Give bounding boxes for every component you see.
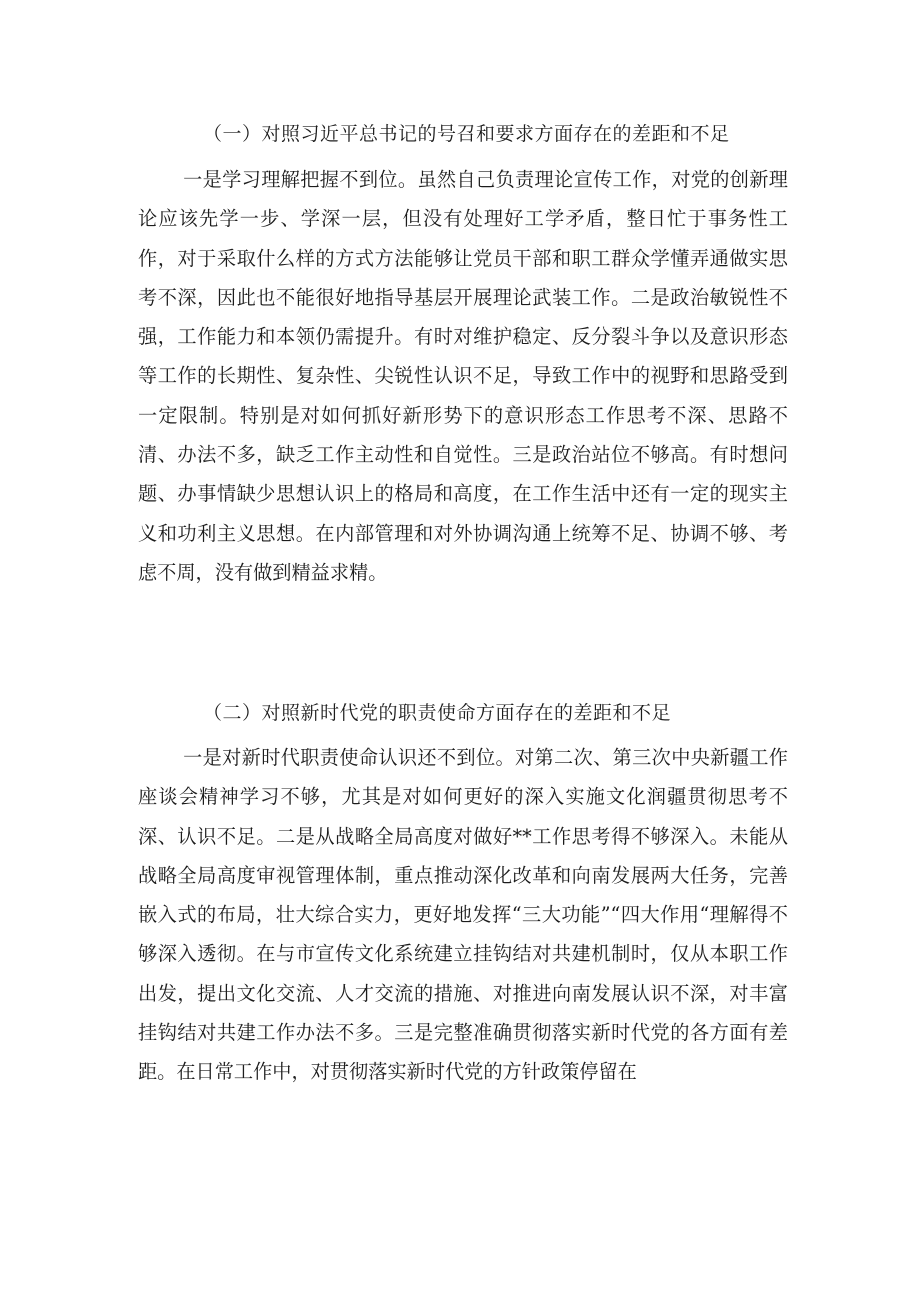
section-heading-2: （二）对照新时代党的职责使命方面存在的差距和不足 <box>203 702 672 724</box>
section-paragraph-2: 一是对新时代职责使命认识还不到位。对第二次、第三次中央新疆工作座谈会精神学习不够，尤其是对如何更好的深入实施文化润疆贯彻思考不深、认识不足。二是从战略全局高度对做好**工作思考得不够深入。未能从战略全局高度审视管理体制，重点推动深化改革和向南发展两大任务，完善嵌入式的布局，壮大综合实力，更好地发挥“三大功能”“四大作用“理解得不够深入透彻。在与市宣传文化系统建立挂钩结对共建机制时，仅从本职工作出发，提出文化交流、人才交流的措施、对推进向南发展认识不深，对丰富挂钩结对共建工作办法不多。三是完整准确贯彻落实新时代党的各方面有差距。在日常工作中，对贯彻落实新时代党的方针政策停留在 <box>138 746 788 1084</box>
section-heading-1: （一）对照习近平总书记的号召和要求方面存在的差距和不足 <box>203 123 730 145</box>
section-paragraph-1: 一是学习理解把握不到位。虽然自己负责理论宣传工作，对党的创新理论应该先学一步、学深一层，但没有处理好工学矛盾，整日忙于事务性工作，对于采取什么样的方式方法能够让党员干部和职工群众学懂弄通做实思考不深，因此也不能很好地指导基层开展理论武装工作。二是政治敏锐性不强，工作能力和本领仍需提升。有时对维护稳定、反分裂斗争以及意识形态等工作的长期性、复杂性、尖锐性认识不足，导致工作中的视野和思路受到一定限制。特别是对如何抓好新形势下的意识形态工作思考不深、思路不清、办法不多，缺乏工作主动性和自觉性。三是政治站位不够高。有时想问题、办事情缺少思想认识上的格局和高度，在工作生活中还有一定的现实主义和功利主义思想。在内部管理和对外协调沟通上统筹不足、协调不够、考虑不周，没有做到精益求精。 <box>138 168 788 584</box>
